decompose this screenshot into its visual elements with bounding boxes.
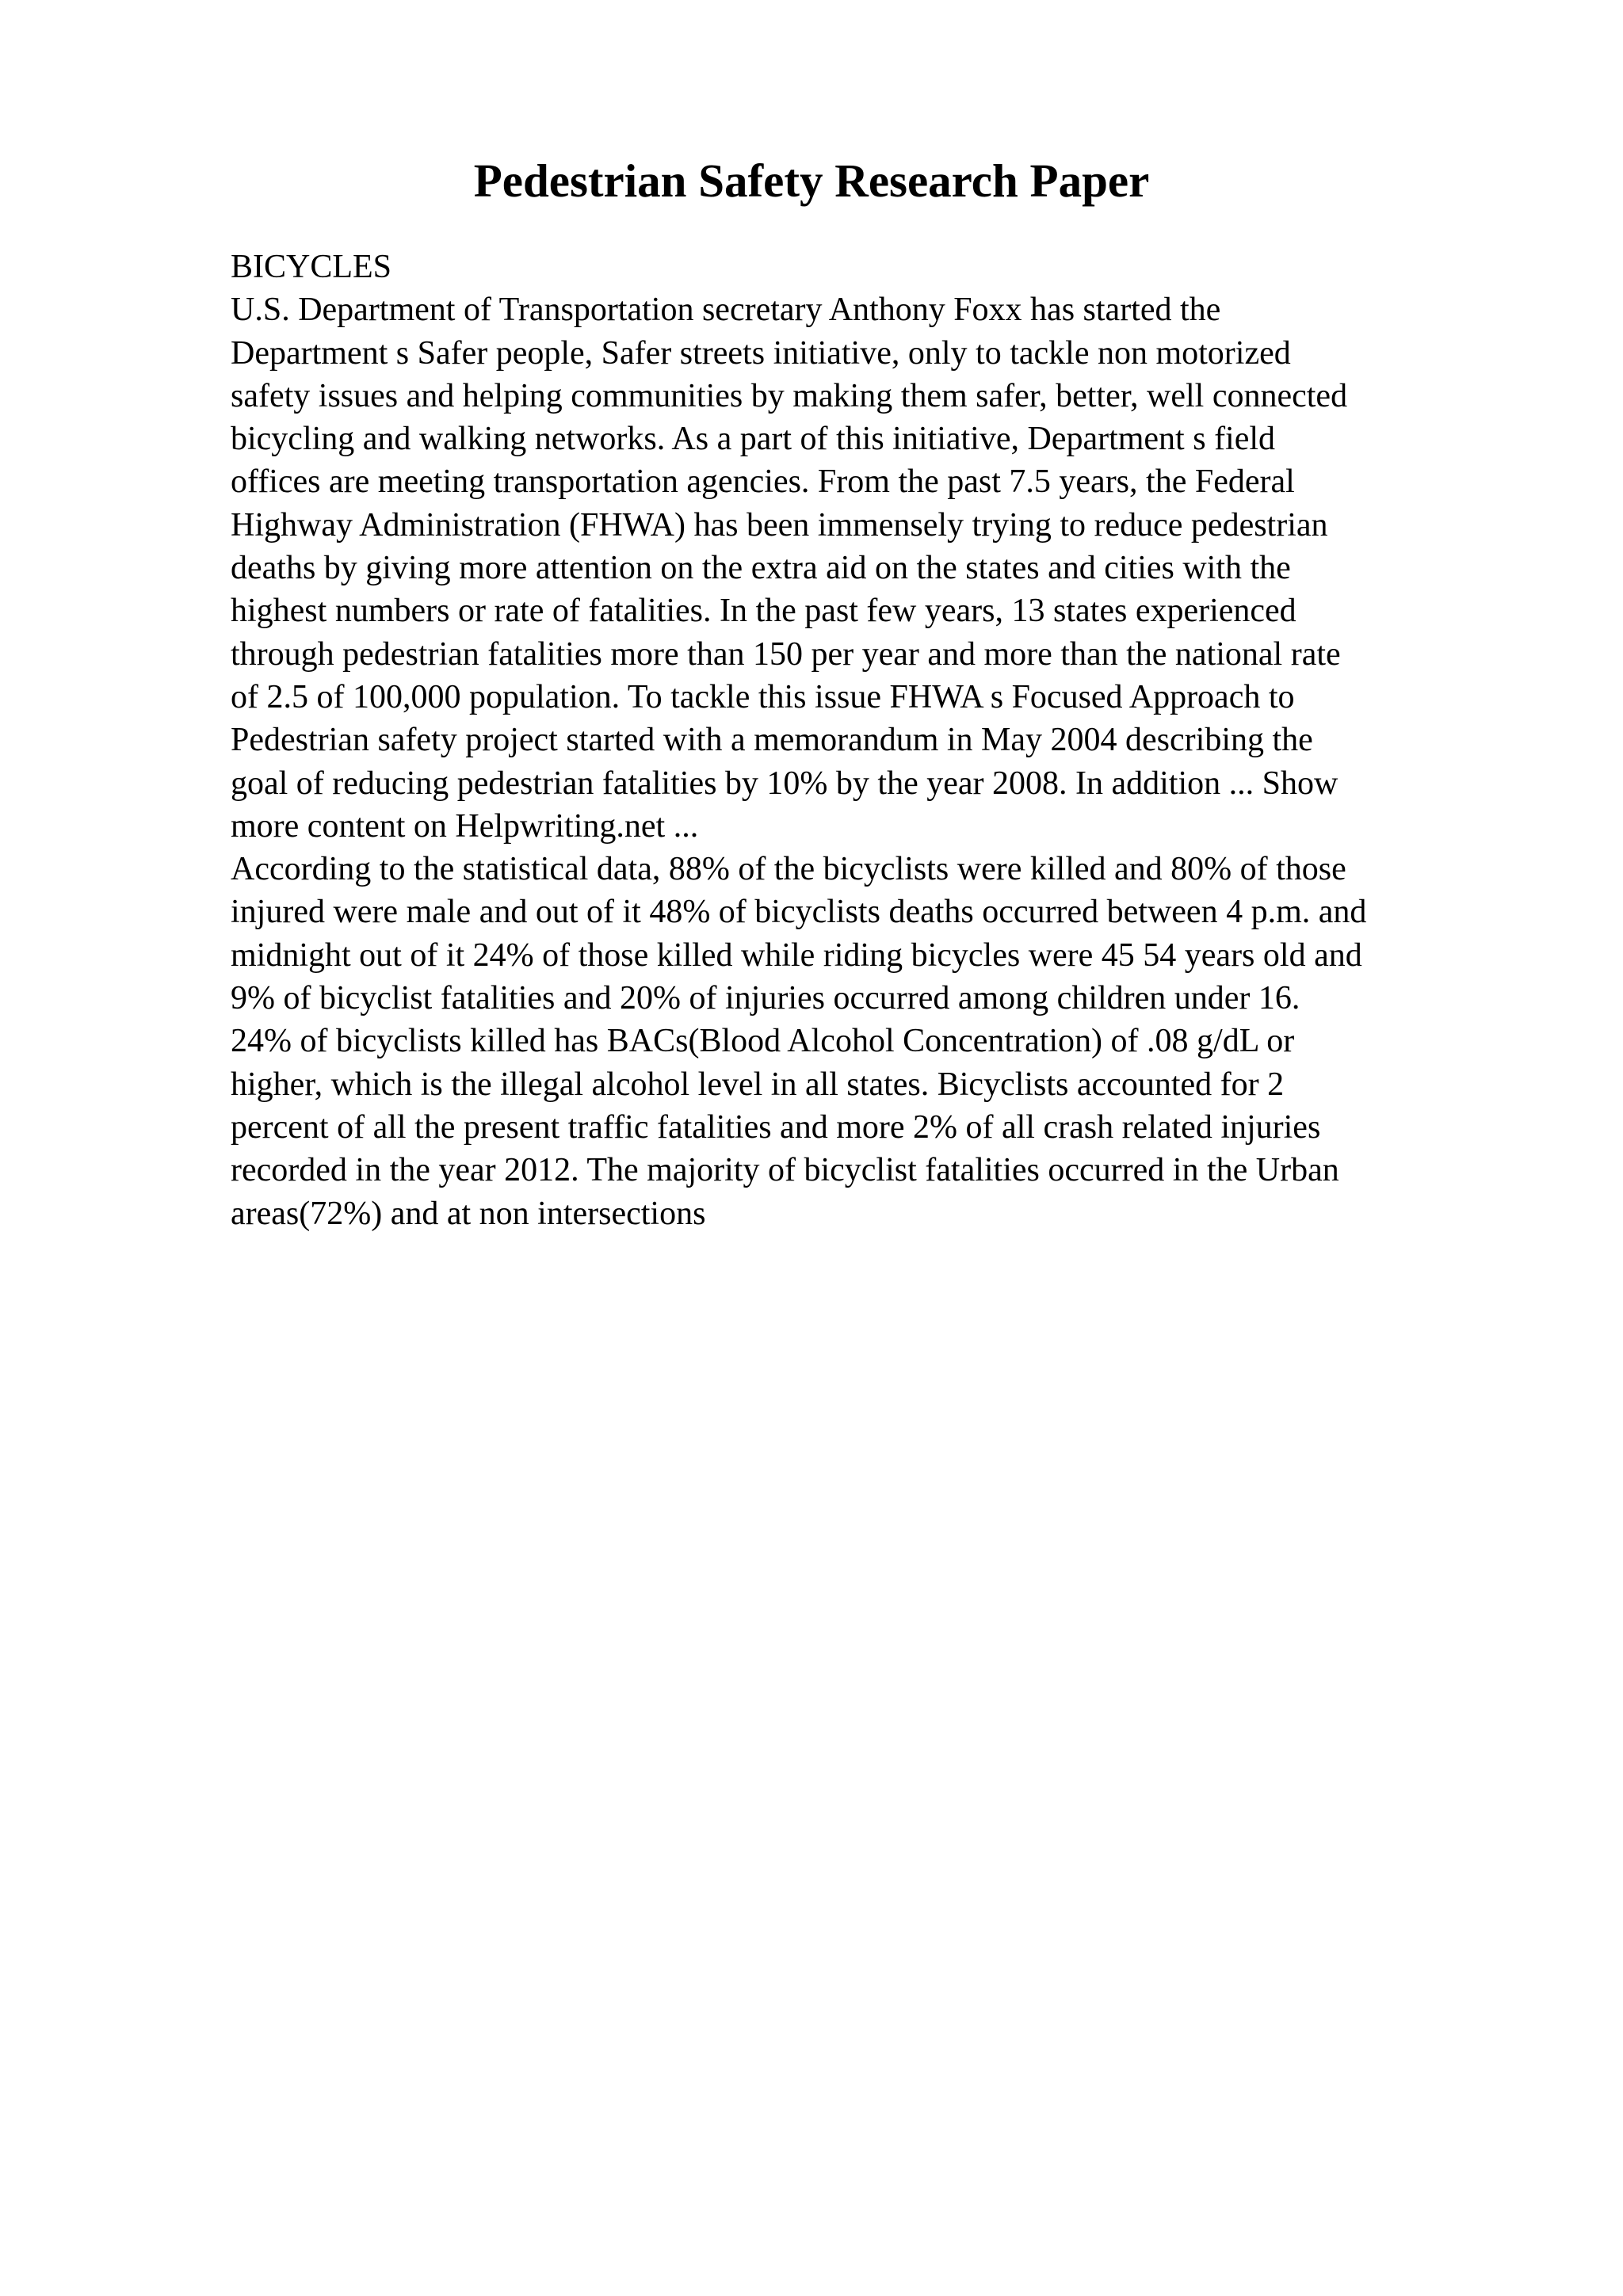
text-line: 24% of bicyclists killed has BACs(Blood Alcohol Concentration) of .08 g/dL or bbox=[231, 1023, 1295, 1060]
text-line: goal of reducing pedestrian fatalities by 10% by the year 2008. In addition ... Show bbox=[231, 765, 1338, 802]
text-line: offices are meeting transportation agencies. From the past 7.5 years, the Federal bbox=[231, 463, 1295, 501]
text-line: Pedestrian safety project started with a memorandum in May 2004 describing the bbox=[231, 722, 1313, 759]
text-line: recorded in the year 2012. The majority of bicyclist fatalities occurred in the Urban bbox=[231, 1152, 1339, 1189]
text-line: 9% of bicyclist fatalities and 20% of injuries occurred among children under 16. bbox=[231, 980, 1300, 1017]
text-line: of 2.5 of 100,000 population. To tackle this issue FHWA s Focused Approach to bbox=[231, 678, 1295, 715]
text-line: deaths by giving more attention on the extra aid on the states and cities with the bbox=[231, 550, 1291, 587]
text-line: midnight out of it 24% of those killed while riding bicycles were 45 54 years old and bbox=[231, 936, 1362, 974]
text-line: highest numbers or rate of fatalities. In the past few years, 13 states experienced bbox=[231, 593, 1296, 630]
text-line: Department s Safer people, Safer streets initiative, only to tackle non motorized bbox=[231, 334, 1291, 372]
text-line: more content on Helpwriting.net ... bbox=[231, 807, 699, 845]
text-line: higher, which is the illegal alcohol level in all states. Bicyclists accounted for 2 bbox=[231, 1066, 1285, 1103]
text-line: areas(72%) and at non intersections bbox=[231, 1195, 706, 1232]
text-line: safety issues and helping communities by making them safer, better, well connected bbox=[231, 377, 1348, 414]
text-line: Highway Administration (FHWA) has been immensely trying to reduce pedestrian bbox=[231, 506, 1328, 543]
text-line: bicycling and walking networks. As a part of this initiative, Department s field bbox=[231, 421, 1276, 458]
text-line: through pedestrian fatalities more than 150 per year and more than the national rate bbox=[231, 635, 1341, 673]
section-heading: BICYCLES bbox=[231, 249, 392, 285]
text-line: According to the statistical data, 88% of the bicyclists were killed and 80% of those bbox=[231, 851, 1346, 888]
text-line: U.S. Department of Transportation secretary Anthony Foxx has started the bbox=[231, 292, 1221, 329]
document-body bbox=[231, 246, 1514, 1235]
page-title: Pedestrian Safety Research Paper bbox=[473, 154, 1150, 207]
text-line: percent of all the present traffic fatalities and more 2% of all crash related injuries bbox=[231, 1108, 1321, 1146]
text-line: injured were male and out of it 48% of bicyclists deaths occurred between 4 p.m. and bbox=[231, 894, 1367, 931]
